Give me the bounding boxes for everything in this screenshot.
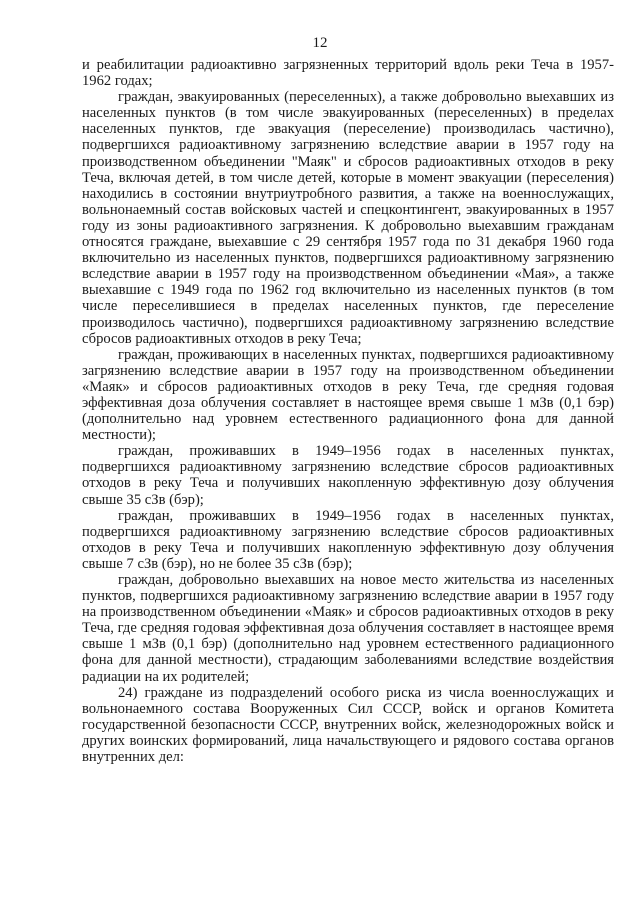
paragraph-item-24: 24) граждане из подразделений особого риска из числа военнослужащих и вольнонаемного состава Вооруженных Сил СССР, войск и органов Комитета государственной безопасности СССР, внутренних войск, железнодорожных войск и других воинских формирований, лица начальствующего и рядового состава органов внутренних дел: <box>82 684 614 766</box>
paragraph-dose-7-to-35: граждан, проживавших в 1949–1956 годах в населенных пунктах, подвергшихся радиоактивному загрязнению вследствие сбросов радиоактивных отходов в реку Теча и получивших накопленную эффективную дозу облучения свыше 7 сЗв (бэр), но не более 35 сЗв (бэр); <box>82 507 614 572</box>
body-text <box>82 57 614 765</box>
paragraph-voluntarily-relocated: граждан, добровольно выехавших на новое место жительства из населенных пунктов, подвергшихся радиоактивному загрязнению вследствие аварии в 1957 году на производственном объединении «Маяк» и сбросов радиоактивных отходов в реку Теча, где средняя годовая эффективная доза облучения составляет в настоящее время свыше 1 мЗв (0,1 бэр) (дополнительно над уровнем естественного радиационного фона для данной местности), страдающим заболеваниями вследствие воздействия радиации на их родителей; <box>82 572 614 685</box>
paragraph-continuation: и реабилитации радиоактивно загрязненных территорий вдоль реки Теча в 1957-1962 годах; <box>82 57 614 90</box>
paragraph-evacuated-citizens: граждан, эвакуированных (переселенных), а также добровольно выехавших из населенных пунктов (в том числе эвакуированных (переселенных) в пределах населенных пунктов, где эвакуация (переселение) производилась частично), подвергшихся радиоактивному загрязнению вследствие аварии в 1957 году на производственном объединении "Маяк" и сбросов радиоактивных отходов в реку Теча, включая детей, в том числе детей, которые в момент эвакуации (переселения) находились в состоянии внутриутробного развития, а также на военнослужащих, вольнонаемный состав войсковых частей и спецконтингент, эвакуированных в 1957 году из зоны радиоактивного загрязнения. К добровольно выехавшим гражданам относятся граждане, выехавшие с 29 сентября 1957 года по 31 декабря 1960 года включительно из населенных пунктов, подвергшихся радиоактивному загрязнению вследствие аварии в 1957 году на производственном объединении «Мая», а также выехавшие с 1949 года по 1962 год включительно из населенных пунктов (в том числе переселившиеся в пределах населенных пунктов, где переселение производилось частично), подвергшихся радиоактивному загрязнению вследствие сбросов радиоактивных отходов в реку Теча; <box>82 89 614 347</box>
paragraph-dose-over-35: граждан, проживавших в 1949–1956 годах в населенных пунктах, подвергшихся радиоактивному загрязнению вследствие сбросов радиоактивных отходов в реку Теча и получивших накопленную эффективную дозу облучения свыше 35 сЗв (бэр); <box>82 443 614 508</box>
paragraph-residing-citizens: граждан, проживающих в населенных пунктах, подвергшихся радиоактивному загрязнению вследствие аварии в 1957 году на производственном объединении «Маяк» и сбросов радиоактивных отходов в реку Теча, где средняя годовая эффективная доза облучения составляет в настоящее время свыше 1 мЗв (0,1 бэр) (дополнительно над уровнем естественного радиационного фона для данной местности); <box>82 346 614 444</box>
page-number: 12 <box>312 35 328 51</box>
